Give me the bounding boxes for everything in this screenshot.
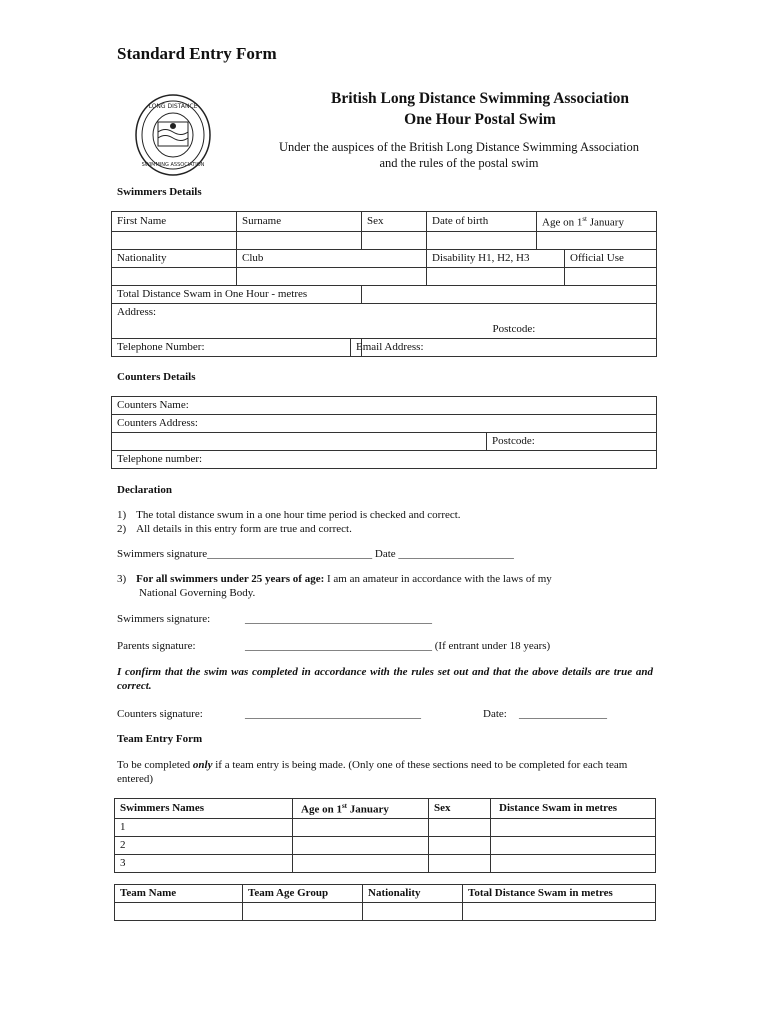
age-cell[interactable] bbox=[293, 818, 429, 836]
counter-confirmation-text: I confirm that the swim was completed in accordance with the rules set out and that the above details are true and correct. bbox=[117, 666, 653, 692]
counters-telephone-label[interactable]: Telephone number: bbox=[112, 451, 657, 469]
organisation-name: British Long Distance Swimming Association bbox=[331, 90, 629, 107]
age-label: Age on 1st January bbox=[537, 212, 657, 232]
team-entry-heading: Team Entry Form bbox=[117, 733, 203, 745]
sex-cell[interactable] bbox=[429, 854, 491, 872]
sex-label: Sex bbox=[362, 212, 427, 232]
age-cell[interactable] bbox=[293, 836, 429, 854]
team-name-cell[interactable] bbox=[115, 903, 243, 921]
logo-text-bottom: SWIMMING ASSOCIATION bbox=[141, 162, 205, 168]
team-summary-table bbox=[114, 884, 656, 921]
team-nationality-cell[interactable] bbox=[363, 903, 463, 921]
col-age: Age on 1st January bbox=[293, 799, 429, 819]
counters-address-field[interactable] bbox=[112, 433, 487, 451]
association-seal-icon bbox=[133, 92, 213, 178]
event-name: One Hour Postal Swim bbox=[404, 111, 556, 128]
parent-signature-field[interactable]: __________________________________ (If entrant under 18 years) bbox=[245, 640, 551, 652]
club-field[interactable] bbox=[237, 267, 427, 285]
col-team-nationality: Nationality bbox=[363, 885, 463, 903]
declaration-item-3-cont: National Governing Body. bbox=[139, 587, 256, 599]
distance-cell[interactable] bbox=[491, 818, 656, 836]
counter-date-field[interactable]: ________________ bbox=[519, 708, 607, 720]
surname-field[interactable] bbox=[237, 231, 362, 249]
counter-signature-label: Counters signature: bbox=[117, 708, 203, 720]
counters-address-label[interactable]: Counters Address: bbox=[112, 415, 657, 433]
counter-signature-field[interactable]: ________________________________ bbox=[245, 708, 421, 720]
first-name-field[interactable] bbox=[112, 231, 237, 249]
distance-cell[interactable] bbox=[491, 854, 656, 872]
sex-cell[interactable] bbox=[429, 836, 491, 854]
swimmer-signature-label: Swimmers signature: bbox=[117, 613, 211, 625]
col-distance: Distance Swam in metres bbox=[491, 799, 656, 819]
col-team-name: Team Name bbox=[115, 885, 243, 903]
declaration-item-2: 2) All details in this entry form are true and correct. bbox=[117, 523, 352, 535]
dob-field[interactable] bbox=[427, 231, 537, 249]
age-field[interactable] bbox=[537, 231, 657, 249]
declaration-item-1: 1) The total distance swum in a one hour time period is checked and correct. bbox=[117, 509, 461, 521]
distance-cell[interactable] bbox=[491, 836, 656, 854]
sex-field[interactable] bbox=[362, 231, 427, 249]
declaration-heading: Declaration bbox=[117, 484, 172, 496]
counters-details-heading: Counters Details bbox=[117, 371, 196, 383]
team-swimmers-table bbox=[114, 798, 656, 873]
team-age-group-cell[interactable] bbox=[243, 903, 363, 921]
team-total-distance-cell[interactable] bbox=[463, 903, 656, 921]
row-number[interactable]: 1 bbox=[115, 818, 293, 836]
telephone-label[interactable]: Telephone Number: bbox=[112, 338, 362, 356]
parent-signature-note: (If entrant under 18 years) bbox=[432, 640, 551, 652]
logo-text-top: LONG DISTANCE bbox=[148, 103, 198, 110]
parent-signature-label: Parents signature: bbox=[117, 640, 196, 652]
postcode-label[interactable]: Postcode: bbox=[537, 321, 657, 339]
age-cell[interactable] bbox=[293, 854, 429, 872]
disability-field[interactable] bbox=[427, 267, 565, 285]
col-team-total-distance: Total Distance Swam in metres bbox=[463, 885, 656, 903]
organisation-heading bbox=[300, 88, 660, 130]
row-number[interactable]: 3 bbox=[115, 854, 293, 872]
counter-date-label: Date: bbox=[483, 708, 507, 720]
declaration-item-3: 3) For all swimmers under 25 years of age: I am an amateur in accordance with the laws of my bbox=[117, 573, 552, 585]
swimmers-details-heading: Swimmers Details bbox=[117, 186, 202, 198]
swimmer-signature-date-line[interactable]: Swimmers signature______________________________ Date _____________________ bbox=[117, 548, 514, 560]
nationality-field[interactable] bbox=[112, 267, 237, 285]
address-field[interactable] bbox=[112, 321, 537, 339]
col-team-age-group: Team Age Group bbox=[243, 885, 363, 903]
table-row bbox=[115, 854, 656, 872]
counters-name-label[interactable]: Counters Name: bbox=[112, 397, 657, 415]
sex-cell[interactable] bbox=[429, 818, 491, 836]
table-row bbox=[115, 903, 656, 921]
email-label[interactable]: Email Address: bbox=[362, 338, 657, 356]
auspices-text: Under the auspices of the British Long Distance Swimming Association and the rules of the postal swim bbox=[278, 140, 640, 170]
row-number[interactable]: 2 bbox=[115, 836, 293, 854]
col-sex: Sex bbox=[429, 799, 491, 819]
swimmers-details-table bbox=[111, 211, 657, 357]
address-label[interactable]: Address: bbox=[112, 303, 657, 321]
page-title: Standard Entry Form bbox=[117, 44, 277, 63]
nationality-label: Nationality bbox=[112, 249, 237, 267]
counters-postcode-label[interactable]: Postcode: bbox=[487, 433, 657, 451]
disability-label: Disability H1, H2, H3 bbox=[427, 249, 565, 267]
col-swimmers-names: Swimmers Names bbox=[115, 799, 293, 819]
table-row bbox=[115, 836, 656, 854]
total-distance-label: Total Distance Swam in One Hour - metres bbox=[112, 285, 362, 303]
official-use-label: Official Use bbox=[565, 249, 657, 267]
team-entry-intro: To be completed only if a team entry is being made. (Only one of these sections need to be completed for each team entered) bbox=[117, 759, 628, 785]
counters-details-table bbox=[111, 396, 657, 469]
dob-label: Date of birth bbox=[427, 212, 537, 232]
first-name-label: First Name bbox=[112, 212, 237, 232]
club-label: Club bbox=[237, 249, 427, 267]
swimmer-signature-field[interactable]: __________________________________ bbox=[245, 613, 432, 625]
total-distance-field[interactable] bbox=[362, 285, 657, 303]
table-row bbox=[115, 818, 656, 836]
official-use-field bbox=[565, 267, 657, 285]
surname-label: Surname bbox=[237, 212, 362, 232]
